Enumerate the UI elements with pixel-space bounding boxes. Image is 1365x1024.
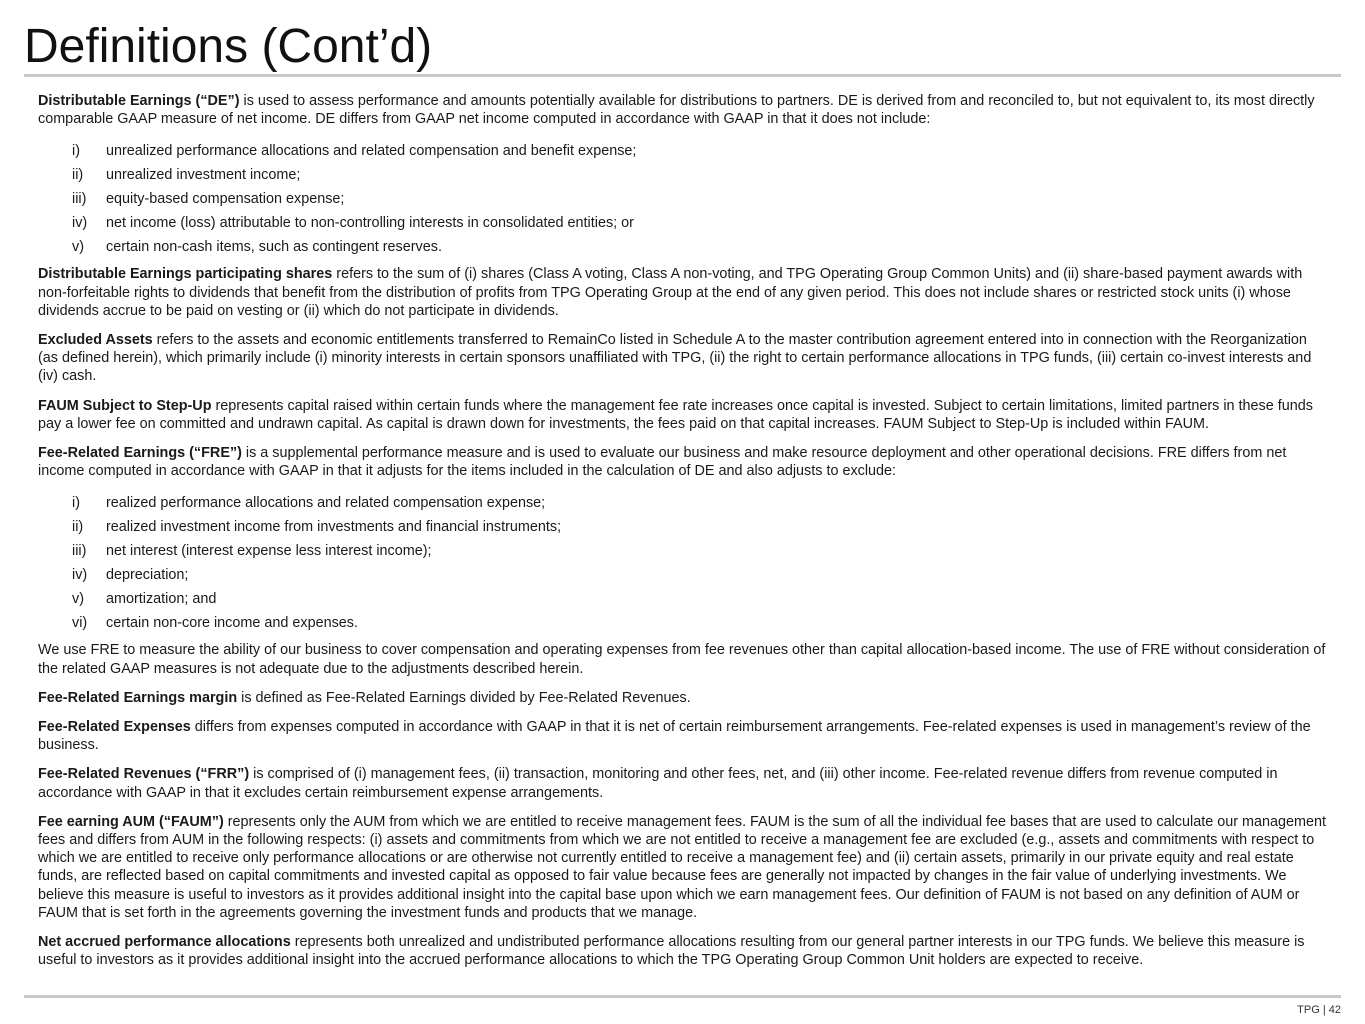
definition-excluded-assets	[38, 331, 1330, 386]
term: Excluded Assets	[38, 332, 153, 349]
definition-text: represents capital raised within certain funds where the management fee rate increases once capital is invested. Subject to certain limitations, limited partners in these funds pay a lower fee on committed and undrawn capital. As capital is drawn down for investments, the fees paid on that capital increases. FAUM Subject to Step-Up is included within FAUM.	[38, 397, 1313, 432]
list-item	[38, 563, 1330, 587]
definition-text: is a supplemental performance measure and is used to evaluate our business and make resource deployment and other operational decisions. FRE differs from net income computed in accordance with GAAP in that it adjusts for the items included in the calculation of DE and also adjusts to exclude:	[38, 445, 1287, 480]
list-numeral: ii)	[72, 167, 84, 184]
fre-exclusions-list	[38, 491, 1330, 635]
list-item-text: depreciation;	[106, 567, 189, 584]
list-numeral: ii)	[72, 519, 84, 536]
list-item	[38, 587, 1330, 611]
term: Fee-Related Earnings margin	[38, 689, 238, 706]
fre-usage-note: We use FRE to measure the ability of our business to cover compensation and operating expenses from fee revenues other than capital allocation-based income. The use of FRE without consideration of the related GAAP measures is not adequate due to the adjustments described herein.	[38, 642, 1326, 677]
page-number: 42	[1328, 1004, 1341, 1016]
list-item	[38, 139, 1330, 163]
list-item-text: realized performance allocations and related compensation expense;	[106, 495, 546, 512]
term: Fee earning AUM (“FAUM”)	[38, 813, 224, 830]
page-title: Definitions (Cont’d)	[24, 20, 433, 73]
footer-brand: TPG	[1297, 1004, 1320, 1016]
definition-text: refers to the assets and economic entitlements transferred to RemainCo listed in Schedule A to the master contribution agreement entered into in connection with the Reorganization (as defined herein), which primarily include (i) minority interests in certain sponsors unaffiliated with TPG, (ii) the right to certain performance allocations in TPG funds, (iii) certain co-invest interests and (iv) cash.	[38, 332, 1312, 385]
definition-net-accrued-performance-allocations	[38, 933, 1330, 969]
list-numeral: v)	[72, 591, 84, 608]
definition-text: differs from expenses computed in accordance with GAAP in that it is net of certain reimbursement arrangements. Fee-related expenses is used in management’s review of the business.	[38, 719, 1311, 754]
term: Distributable Earnings (“DE”)	[38, 93, 240, 109]
definition-text: is used to assess performance and amounts potentially available for distributions to partners. DE is derived from and reconciled to, but not equivalent to, its most directly comparable GAAP measure of net income. DE differs from GAAP net income computed in accordance with GAAP in that it does not include:	[38, 93, 1315, 128]
term: Net accrued performance allocations	[38, 934, 291, 951]
list-item-text: net interest (interest expense less interest income);	[106, 543, 432, 560]
term: Fee-Related Earnings (“FRE”)	[38, 445, 242, 462]
title-divider	[24, 74, 1341, 77]
list-numeral: i)	[72, 495, 80, 512]
definition-fre-margin	[38, 689, 1330, 707]
list-item	[38, 611, 1330, 635]
list-numeral: i)	[72, 143, 80, 160]
list-item	[38, 515, 1330, 539]
list-item	[38, 539, 1330, 563]
definition-fee-earning-aum	[38, 813, 1330, 922]
definition-fee-related-expenses	[38, 718, 1330, 754]
page-footer	[1297, 1004, 1341, 1016]
list-numeral: iv)	[72, 215, 88, 232]
definitions-body	[38, 92, 1330, 980]
list-numeral: iii)	[72, 543, 87, 560]
definition-de-participating-shares	[38, 265, 1330, 320]
list-item	[38, 235, 1330, 259]
list-item-text: realized investment income from investments and financial instruments;	[106, 519, 562, 536]
definition-text: is defined as Fee-Related Earnings divided by Fee-Related Revenues.	[237, 689, 691, 706]
list-numeral: iii)	[72, 191, 87, 208]
footer-divider	[24, 995, 1341, 998]
list-item	[38, 211, 1330, 235]
term: Fee-Related Expenses	[38, 719, 191, 736]
list-numeral: iv)	[72, 567, 88, 584]
definition-faum-step-up	[38, 397, 1330, 433]
list-item-text: unrealized investment income;	[106, 167, 301, 184]
list-item-text: net income (loss) attributable to non-controlling interests in consolidated entities; or	[106, 215, 634, 232]
footer-separator: |	[1319, 1004, 1329, 1016]
definition-text: is comprised of (i) management fees, (ii) transaction, monitoring and other fees, net, and (iii) other income. Fee-related revenue differs from revenue computed in accordance with GAAP in that it excludes certain reimbursement expense arrangements.	[38, 766, 1278, 801]
list-item-text: amortization; and	[106, 591, 217, 608]
list-item-text: equity-based compensation expense;	[106, 191, 345, 208]
list-item	[38, 491, 1330, 515]
list-numeral: vi)	[72, 615, 88, 632]
definition-text: represents both unrealized and undistributed performance allocations resulting from our general partner interests in our TPG funds. We believe this measure is useful to investors as it provides additional insight into the accrued performance allocations to which the TPG Operating Group Common Unit holders are expected to receive.	[38, 934, 1305, 969]
definition-text: refers to the sum of (i) shares (Class A voting, Class A non-voting, and TPG Operating Group Common Units) and (ii) share-based payment awards with non-forfeitable rights to dividends that benefit from the distribution of profits from TPG Operating Group at the end of any given period. This does not include shares or restricted stock units (i) whose dividends accrue to be paid on vesting or (ii) which do not participate in dividends.	[38, 266, 1303, 319]
de-exclusions-list	[38, 139, 1330, 259]
list-item-text: certain non-core income and expenses.	[106, 615, 358, 632]
definition-fee-related-revenues	[38, 765, 1330, 801]
definition-text: represents only the AUM from which we are entitled to receive management fees. FAUM is the sum of all the individual fee bases that are used to calculate our management fees and differs from AUM in the following respects: (i) assets and commitments from which we are not entitled to receive a management fee are excluded (e.g., assets and commitments with respect to which we are entitled to receive only performance allocations or are otherwise not currently entitled to receive a management fee) and (ii) certain assets, primarily in our private equity and real estate funds, are reflected based on capital commitments and invested capital as opposed to fair value because fees are generally not impacted by changes in the fair value of underlying investments. We believe this measure is useful to investors as it provides additional insight into the capital base upon which we earn management fees. Our definition of FAUM is not based on any definition of AUM or FAUM that is set forth in the agreements governing the investment funds and products that we manage.	[38, 813, 1327, 921]
definition-distributable-earnings	[38, 92, 1330, 128]
definition-fee-related-earnings	[38, 444, 1330, 480]
term: Distributable Earnings participating shares	[38, 266, 333, 283]
term: FAUM Subject to Step-Up	[38, 397, 212, 414]
list-item-text: unrealized performance allocations and related compensation and benefit expense;	[106, 143, 637, 160]
list-numeral: v)	[72, 239, 84, 256]
list-item-text: certain non-cash items, such as contingent reserves.	[106, 239, 442, 256]
term: Fee-Related Revenues (“FRR”)	[38, 766, 250, 783]
list-item	[38, 163, 1330, 187]
list-item	[38, 187, 1330, 211]
